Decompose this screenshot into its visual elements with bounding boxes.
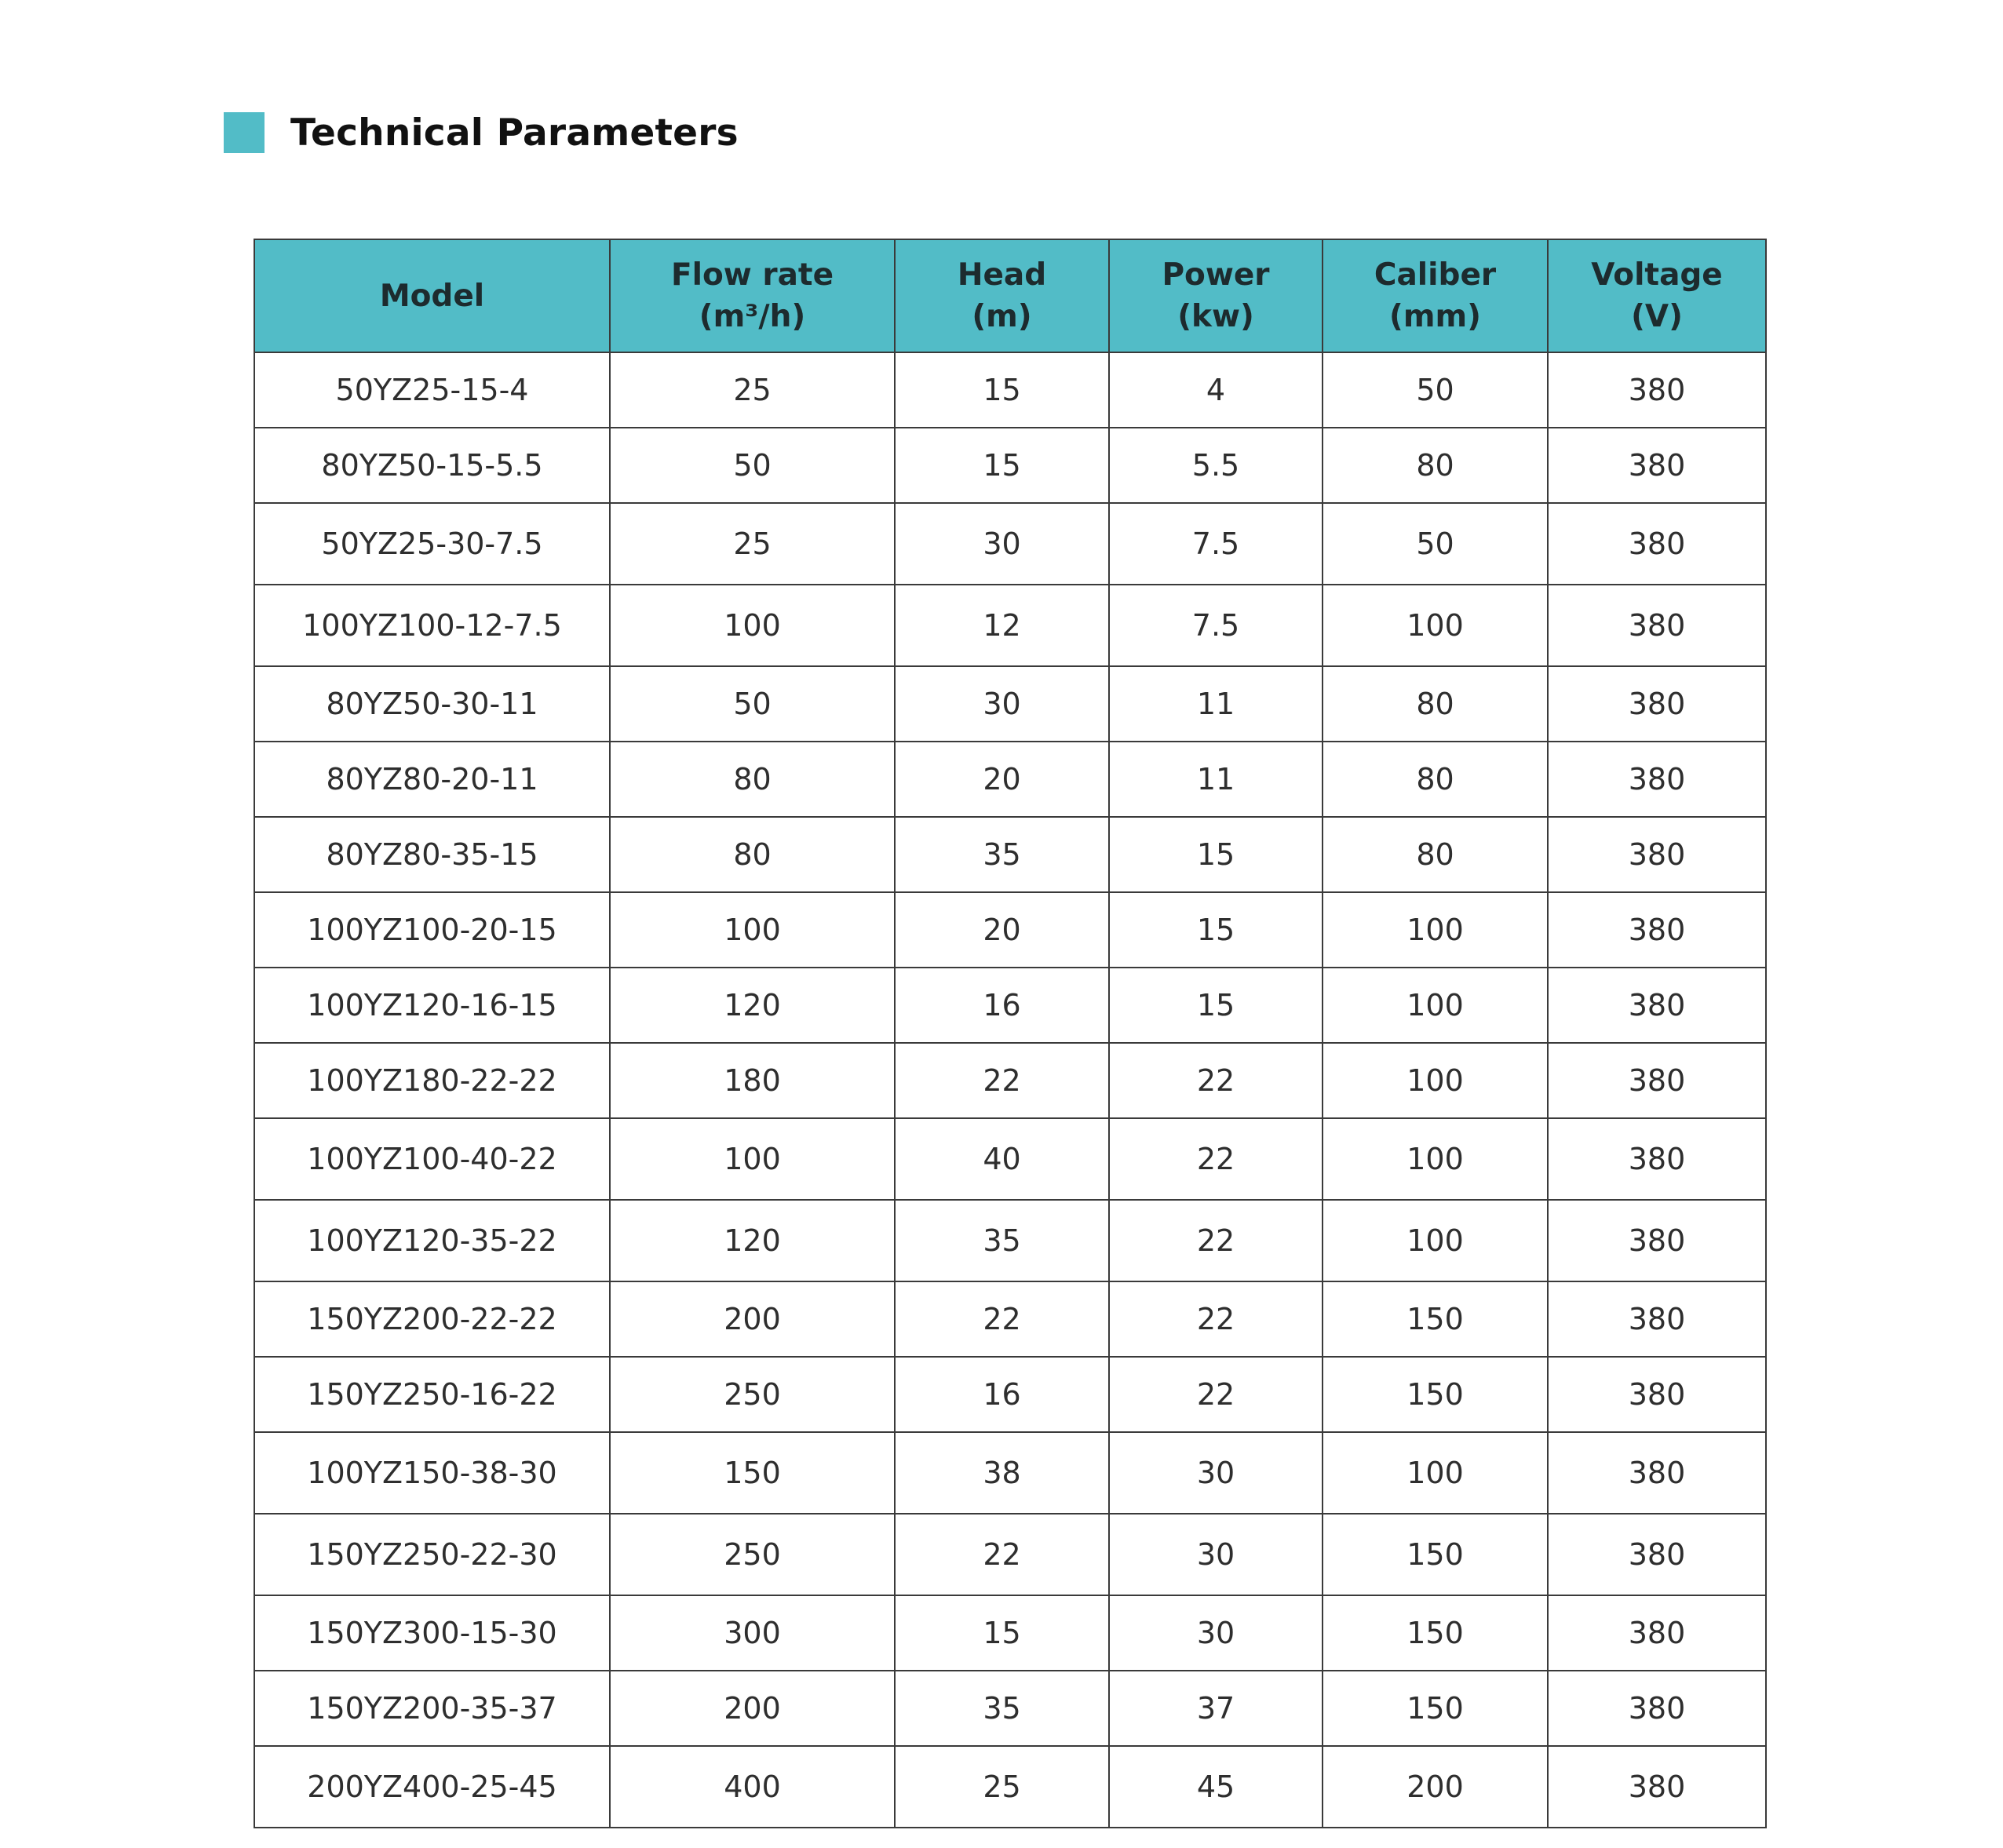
cell-flow-rate: 100 — [610, 892, 895, 968]
cell-flow-rate: 80 — [610, 742, 895, 817]
table-row — [254, 968, 1766, 1043]
table-row — [254, 1200, 1766, 1281]
cell-caliber: 150 — [1323, 1671, 1548, 1746]
cell-caliber: 100 — [1323, 968, 1548, 1043]
cell-head: 30 — [895, 666, 1109, 742]
cell-caliber: 150 — [1323, 1357, 1548, 1432]
cell-voltage: 380 — [1548, 1200, 1766, 1281]
cell-voltage: 380 — [1548, 352, 1766, 428]
cell-model: 100YZ100-20-15 — [254, 892, 610, 968]
cell-flow-rate: 120 — [610, 1200, 895, 1281]
cell-power: 11 — [1109, 666, 1323, 742]
cell-power: 11 — [1109, 742, 1323, 817]
cell-flow-rate: 250 — [610, 1514, 895, 1595]
cell-voltage: 380 — [1548, 892, 1766, 968]
cell-voltage: 380 — [1548, 1595, 1766, 1671]
header-model — [254, 239, 610, 352]
cell-model: 150YZ200-35-37 — [254, 1671, 610, 1746]
cell-power: 7.5 — [1109, 585, 1323, 666]
cell-model: 100YZ100-40-22 — [254, 1118, 610, 1200]
table-row — [254, 1746, 1766, 1828]
cell-model: 150YZ300-15-30 — [254, 1595, 610, 1671]
cell-voltage: 380 — [1548, 1671, 1766, 1746]
section-marker — [224, 112, 265, 153]
cell-model: 100YZ150-38-30 — [254, 1432, 610, 1514]
table-row — [254, 817, 1766, 892]
cell-head: 16 — [895, 1357, 1109, 1432]
cell-caliber: 50 — [1323, 503, 1548, 585]
cell-caliber: 150 — [1323, 1281, 1548, 1357]
header-head — [895, 239, 1109, 352]
header-voltage-label: Voltage — [1591, 257, 1723, 293]
cell-caliber: 80 — [1323, 666, 1548, 742]
header-flow-rate-label: Flow rate — [670, 257, 834, 293]
cell-head: 20 — [895, 742, 1109, 817]
cell-head: 38 — [895, 1432, 1109, 1514]
cell-caliber: 50 — [1323, 352, 1548, 428]
cell-model: 150YZ250-16-22 — [254, 1357, 610, 1432]
technical-parameters-table — [254, 239, 1767, 1828]
cell-model: 100YZ100-12-7.5 — [254, 585, 610, 666]
cell-voltage: 380 — [1548, 1432, 1766, 1514]
cell-model: 80YZ50-15-5.5 — [254, 428, 610, 503]
cell-head: 15 — [895, 352, 1109, 428]
cell-head: 35 — [895, 1671, 1109, 1746]
cell-flow-rate: 150 — [610, 1432, 895, 1514]
cell-power: 22 — [1109, 1200, 1323, 1281]
cell-model: 80YZ50-30-11 — [254, 666, 610, 742]
cell-voltage: 380 — [1548, 503, 1766, 585]
cell-flow-rate: 50 — [610, 428, 895, 503]
cell-flow-rate: 80 — [610, 817, 895, 892]
header-voltage — [1548, 239, 1766, 352]
cell-model: 150YZ250-22-30 — [254, 1514, 610, 1595]
cell-model: 200YZ400-25-45 — [254, 1746, 610, 1828]
cell-power: 30 — [1109, 1595, 1323, 1671]
cell-power: 30 — [1109, 1432, 1323, 1514]
section-title: Technical Parameters — [290, 111, 739, 155]
cell-caliber: 100 — [1323, 585, 1548, 666]
cell-caliber: 100 — [1323, 1043, 1548, 1118]
cell-head: 40 — [895, 1118, 1109, 1200]
cell-flow-rate: 200 — [610, 1671, 895, 1746]
cell-power: 4 — [1109, 352, 1323, 428]
table-row — [254, 1357, 1766, 1432]
cell-head: 25 — [895, 1746, 1109, 1828]
header-flow-rate-unit: (m³/h) — [699, 299, 806, 334]
cell-voltage: 380 — [1548, 1118, 1766, 1200]
cell-model: 150YZ200-22-22 — [254, 1281, 610, 1357]
cell-flow-rate: 180 — [610, 1043, 895, 1118]
cell-head: 35 — [895, 1200, 1109, 1281]
cell-voltage: 380 — [1548, 428, 1766, 503]
cell-head: 12 — [895, 585, 1109, 666]
cell-model: 100YZ120-35-22 — [254, 1200, 610, 1281]
header-model-label: Model — [379, 278, 485, 314]
cell-flow-rate: 120 — [610, 968, 895, 1043]
table-row — [254, 1671, 1766, 1746]
cell-head: 15 — [895, 428, 1109, 503]
table-body — [254, 352, 1766, 1828]
header-flow-rate — [610, 239, 895, 352]
cell-voltage: 380 — [1548, 817, 1766, 892]
cell-power: 22 — [1109, 1357, 1323, 1432]
cell-caliber: 80 — [1323, 742, 1548, 817]
header-power-label: Power — [1162, 257, 1270, 293]
cell-caliber: 100 — [1323, 1200, 1548, 1281]
cell-power: 15 — [1109, 892, 1323, 968]
cell-caliber: 200 — [1323, 1746, 1548, 1828]
table-row — [254, 1043, 1766, 1118]
table-row — [254, 666, 1766, 742]
cell-flow-rate: 250 — [610, 1357, 895, 1432]
header-caliber-label: Caliber — [1374, 257, 1497, 293]
table-row — [254, 352, 1766, 428]
cell-power: 37 — [1109, 1671, 1323, 1746]
cell-voltage: 380 — [1548, 968, 1766, 1043]
cell-power: 22 — [1109, 1281, 1323, 1357]
cell-flow-rate: 50 — [610, 666, 895, 742]
table-row — [254, 1432, 1766, 1514]
cell-voltage: 380 — [1548, 1043, 1766, 1118]
cell-model: 50YZ25-30-7.5 — [254, 503, 610, 585]
cell-power: 45 — [1109, 1746, 1323, 1828]
header-caliber — [1323, 239, 1548, 352]
cell-power: 5.5 — [1109, 428, 1323, 503]
cell-voltage: 380 — [1548, 1746, 1766, 1828]
table-row — [254, 503, 1766, 585]
header-head-label: Head — [957, 257, 1047, 293]
cell-caliber: 100 — [1323, 892, 1548, 968]
cell-model: 50YZ25-15-4 — [254, 352, 610, 428]
table-row — [254, 1595, 1766, 1671]
cell-power: 15 — [1109, 968, 1323, 1043]
header-caliber-unit: (mm) — [1389, 299, 1481, 334]
header-voltage-unit: (V) — [1631, 299, 1683, 334]
cell-caliber: 100 — [1323, 1118, 1548, 1200]
cell-head: 22 — [895, 1043, 1109, 1118]
table-header-row — [254, 239, 1766, 352]
cell-head: 22 — [895, 1514, 1109, 1595]
cell-flow-rate: 400 — [610, 1746, 895, 1828]
cell-power: 30 — [1109, 1514, 1323, 1595]
table-row — [254, 1514, 1766, 1595]
cell-flow-rate: 100 — [610, 1118, 895, 1200]
cell-model: 80YZ80-35-15 — [254, 817, 610, 892]
cell-head: 35 — [895, 817, 1109, 892]
cell-power: 7.5 — [1109, 503, 1323, 585]
cell-power: 15 — [1109, 817, 1323, 892]
cell-head: 22 — [895, 1281, 1109, 1357]
header-power-unit: (kw) — [1177, 299, 1254, 334]
cell-head: 30 — [895, 503, 1109, 585]
table-row — [254, 1281, 1766, 1357]
cell-voltage: 380 — [1548, 1357, 1766, 1432]
cell-flow-rate: 100 — [610, 585, 895, 666]
cell-head: 15 — [895, 1595, 1109, 1671]
header-head-unit: (m) — [972, 299, 1032, 334]
cell-flow-rate: 300 — [610, 1595, 895, 1671]
table-row — [254, 428, 1766, 503]
cell-model: 100YZ120-16-15 — [254, 968, 610, 1043]
cell-head: 16 — [895, 968, 1109, 1043]
table-row — [254, 742, 1766, 817]
table-row — [254, 892, 1766, 968]
cell-voltage: 380 — [1548, 1514, 1766, 1595]
cell-voltage: 380 — [1548, 742, 1766, 817]
cell-head: 20 — [895, 892, 1109, 968]
cell-caliber: 100 — [1323, 1432, 1548, 1514]
cell-power: 22 — [1109, 1043, 1323, 1118]
table-row — [254, 1118, 1766, 1200]
cell-voltage: 380 — [1548, 585, 1766, 666]
cell-flow-rate: 25 — [610, 352, 895, 428]
section-header — [224, 111, 739, 154]
cell-flow-rate: 200 — [610, 1281, 895, 1357]
cell-flow-rate: 25 — [610, 503, 895, 585]
table-row — [254, 585, 1766, 666]
header-power — [1109, 239, 1323, 352]
cell-power: 22 — [1109, 1118, 1323, 1200]
cell-model: 100YZ180-22-22 — [254, 1043, 610, 1118]
cell-caliber: 80 — [1323, 817, 1548, 892]
cell-caliber: 150 — [1323, 1514, 1548, 1595]
cell-caliber: 80 — [1323, 428, 1548, 503]
cell-voltage: 380 — [1548, 1281, 1766, 1357]
cell-model: 80YZ80-20-11 — [254, 742, 610, 817]
cell-caliber: 150 — [1323, 1595, 1548, 1671]
cell-voltage: 380 — [1548, 666, 1766, 742]
